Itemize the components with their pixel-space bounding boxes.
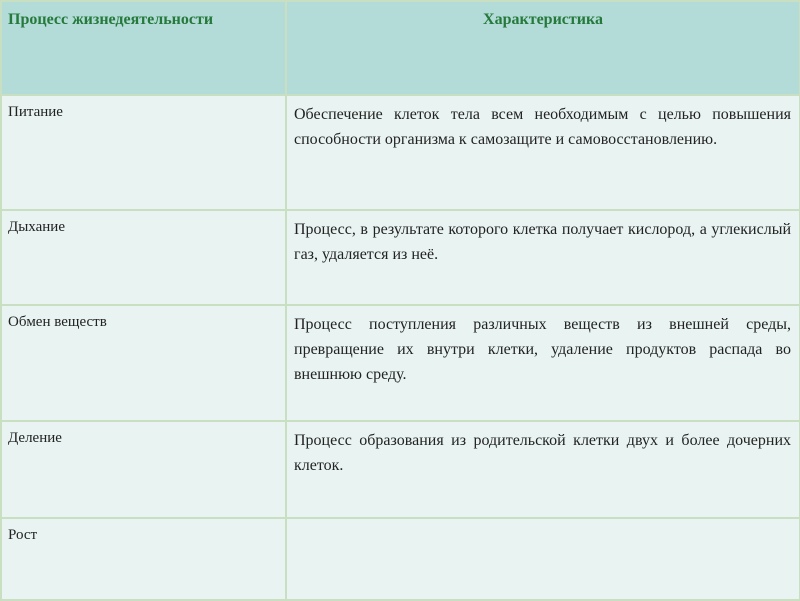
header-process bbox=[1, 1, 286, 95]
process-description: Обеспечение клеток тела всем необходимым с целью повышения способности организма к самозащите и самовосстановлению. bbox=[294, 106, 791, 148]
table-row bbox=[1, 210, 800, 305]
process-cell bbox=[1, 305, 286, 421]
process-cell bbox=[1, 210, 286, 305]
process-description bbox=[287, 519, 799, 525]
process-name: Дыхание bbox=[8, 219, 65, 235]
description-cell bbox=[286, 518, 800, 600]
description-cell bbox=[286, 95, 800, 210]
process-cell bbox=[1, 421, 286, 518]
table-row bbox=[1, 305, 800, 421]
process-name: Рост bbox=[8, 527, 38, 543]
description-cell bbox=[286, 210, 800, 305]
description-cell bbox=[286, 421, 800, 518]
table-row bbox=[1, 421, 800, 518]
header-description bbox=[286, 1, 800, 95]
header-process-label: Процесс жизнедеятельности bbox=[8, 11, 214, 28]
process-description: Процесс, в результате которого клетка получает кислород, а углекислый газ, удаляется из неё. bbox=[294, 221, 791, 263]
header-row bbox=[1, 1, 800, 95]
process-name: Обмен веществ bbox=[8, 314, 107, 330]
process-description: Процесс поступления различных веществ из внешней среды, превращение их внутри клетки, удаление продуктов распада во внешнюю среду. bbox=[294, 316, 791, 383]
process-name: Деление bbox=[8, 430, 62, 446]
description-cell bbox=[286, 305, 800, 421]
header-description-label: Характеристика bbox=[483, 11, 603, 28]
process-description: Процесс образования из родительской клетки двух и более дочерних клеток. bbox=[294, 432, 791, 474]
process-name: Питание bbox=[8, 104, 63, 120]
table-row bbox=[1, 518, 800, 600]
process-cell bbox=[1, 518, 286, 600]
process-cell bbox=[1, 95, 286, 210]
table-row bbox=[1, 95, 800, 210]
